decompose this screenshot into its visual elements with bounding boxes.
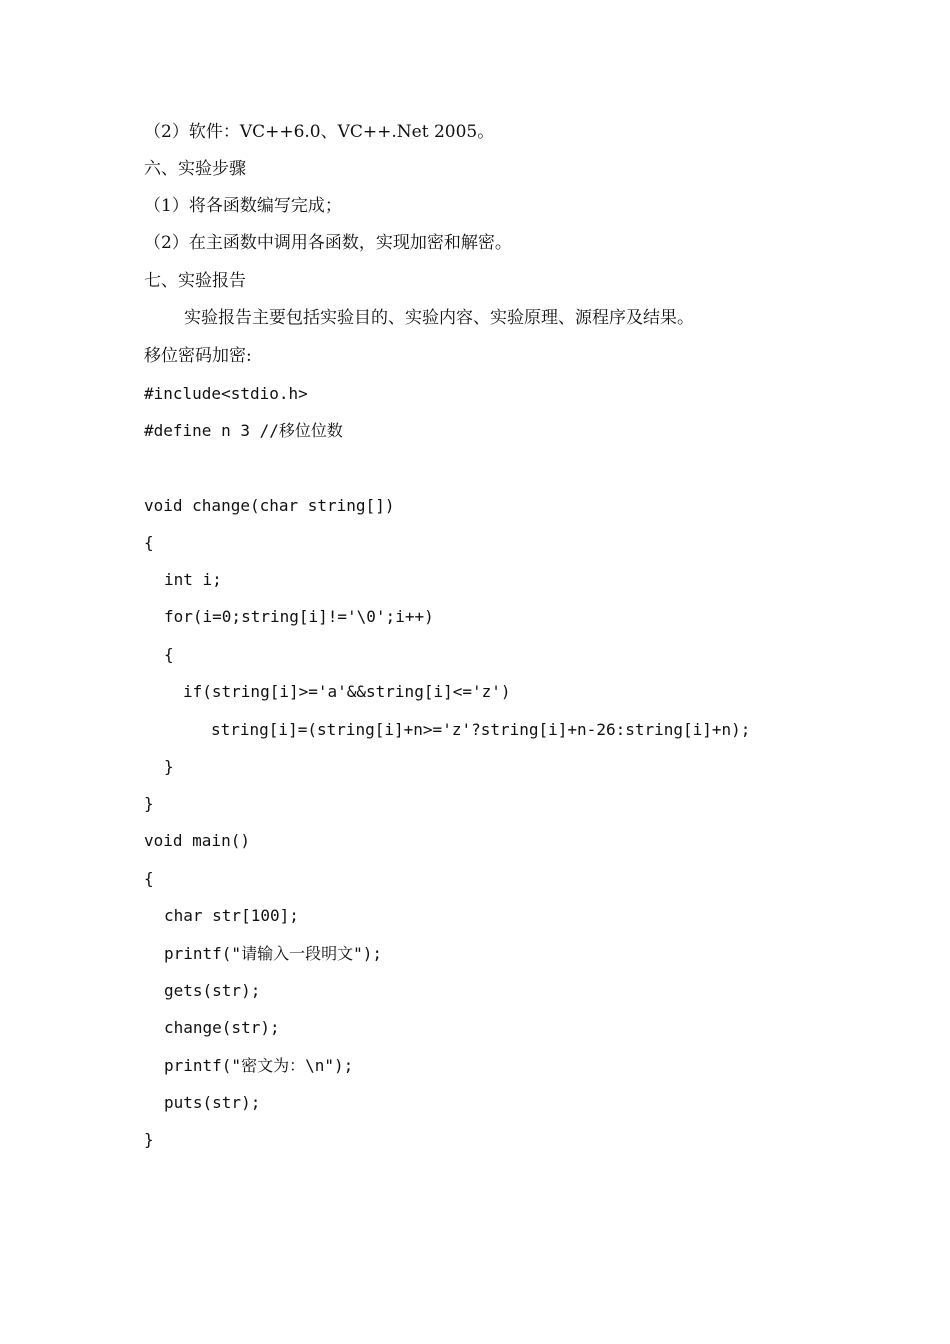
section-heading-steps: 六、实验步骤 (144, 159, 246, 179)
code-line: } (164, 757, 174, 776)
report-description: 实验报告主要包括实验目的、实验内容、实验原理、源程序及结果。 (184, 308, 694, 328)
code-line: printf("密文为：\n"); (164, 1056, 354, 1075)
code-caption: 移位密码加密: (144, 346, 252, 366)
step-2-line: （2）在主函数中调用各函数，实现加密和解密。 (144, 233, 512, 253)
step-1-line: （1）将各函数编写完成； (144, 196, 342, 216)
code-line: change(str); (164, 1018, 280, 1037)
code-line: int i; (164, 570, 222, 589)
software-line: （2）软件：VC++6.0、VC++.Net 2005。 (144, 122, 495, 142)
code-line: { (144, 533, 154, 552)
code-line: } (144, 1130, 154, 1149)
code-line: if(string[i]>='a'&&string[i]<='z') (183, 682, 511, 701)
code-line: string[i]=(string[i]+n>='z'?string[i]+n-26:string[i]+n); (211, 720, 751, 739)
code-line: void change(char string[]) (144, 496, 395, 515)
code-line: } (144, 794, 154, 813)
code-line: void main() (144, 831, 250, 850)
section-heading-report: 七、实验报告 (144, 271, 246, 291)
code-line: { (164, 645, 174, 664)
code-line: puts(str); (164, 1093, 261, 1112)
code-line: { (144, 869, 154, 888)
code-line: char str[100]; (164, 906, 299, 925)
code-line: gets(str); (164, 981, 261, 1000)
code-line: for(i=0;string[i]!='\0';i++) (164, 607, 434, 626)
code-line: printf("请输入一段明文"); (164, 944, 382, 963)
code-line: #define n 3 //移位位数 (144, 421, 343, 440)
code-line: #include<stdio.h> (144, 384, 308, 403)
